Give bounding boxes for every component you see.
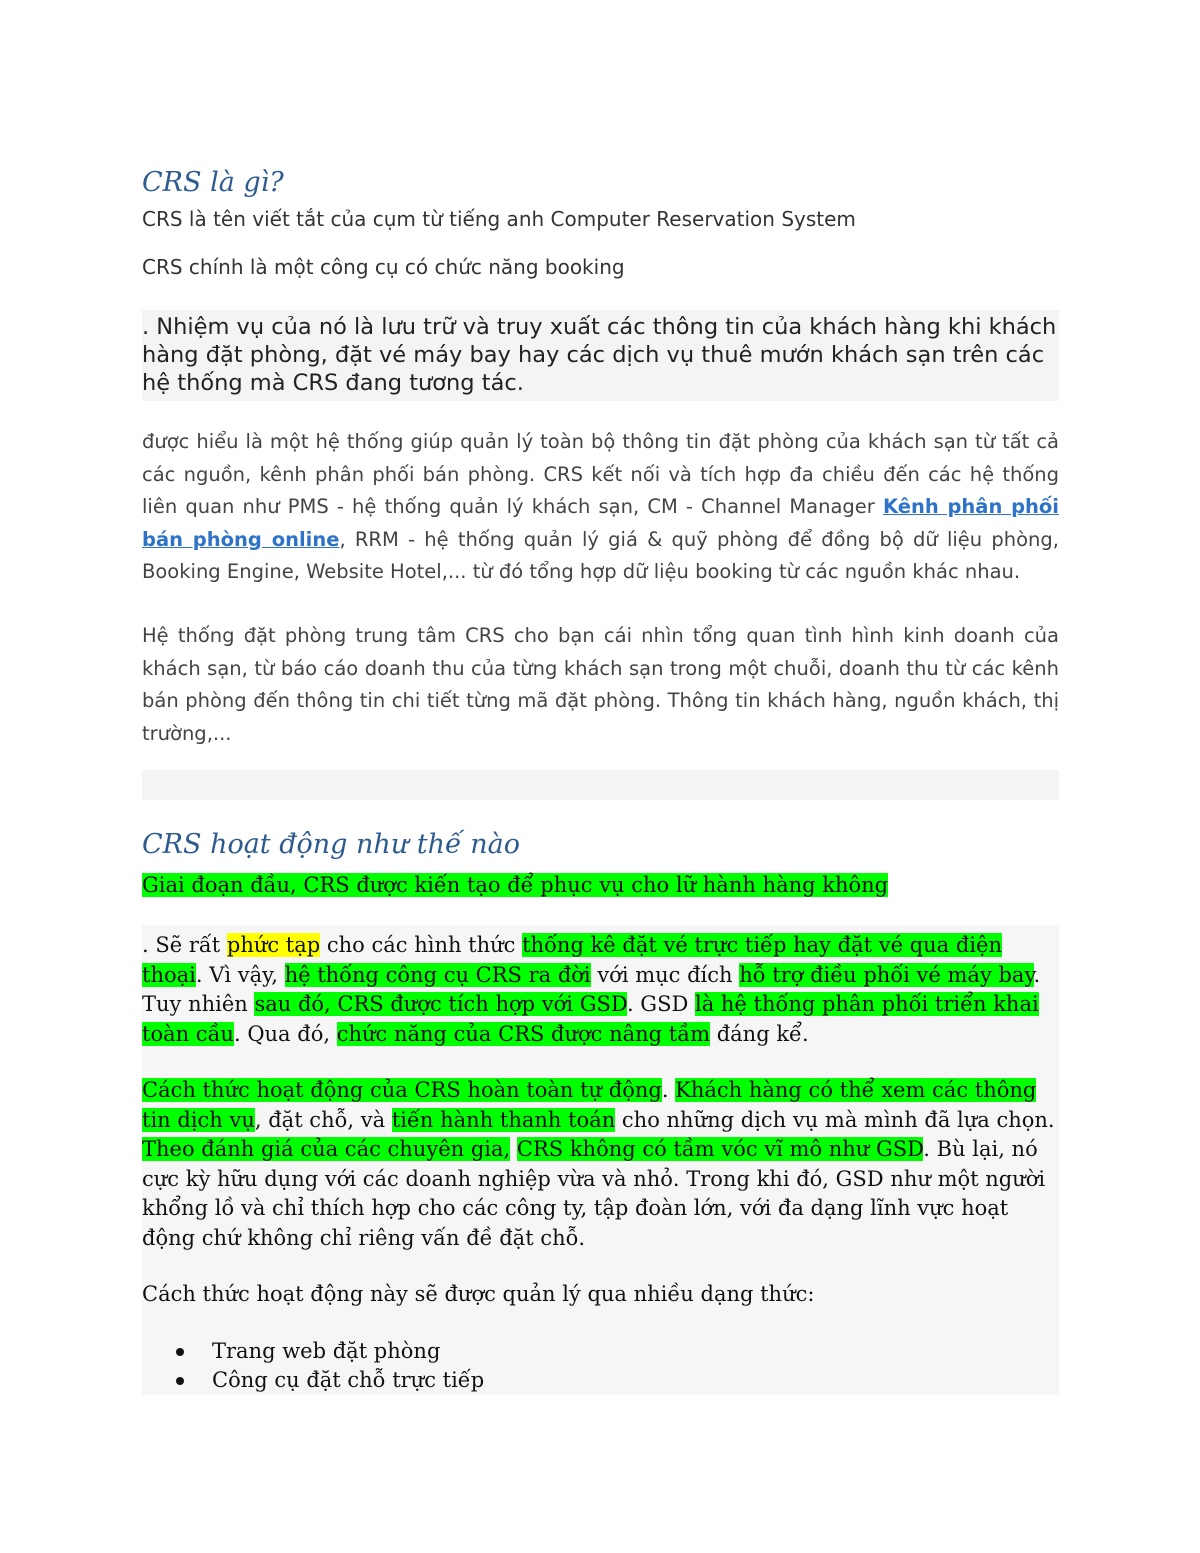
function-line: CRS chính là một công cụ có chức năng booking xyxy=(142,255,625,279)
definition-line: CRS là tên viết tắt của cụm từ tiếng anh Computer Reservation System xyxy=(142,207,856,231)
forms-list xyxy=(142,1337,1059,1395)
operation-paragraph: Cách thức hoạt động của CRS hoàn toàn tự động. Khách hàng có thể xem các thông tin dịch vụ, đặt chỗ, và tiến hành thanh toán cho những dịch vụ mà mình đã lựa chọn. Theo đánh giá của các chuyên gia, CRS không có tầm vóc vĩ mô như GSD. Bù lại, nó cực kỳ hữu dụng với các doanh nghiệp vừa và nhỏ. Trong khi đó, GSD như một người khổng lồ và chỉ thích hợp cho các công ty, tập đoàn lớn, với đa dạng lĩnh vực hoạt động chứ không chỉ riêng vấn đề đặt chỗ. xyxy=(142,1078,1055,1250)
crs-description-paragraph: được hiểu là một hệ thống giúp quản lý toàn bộ thông tin đặt phòng của khách sạn từ tất cả các nguồn, kênh phân phối bán phòng. CRS kết nối và tích hợp đa chiều đến các hệ thống liên quan như PMS - hệ thống quản lý khách sạn, CM - Channel Manager Kênh phân phối bán phòng online, RRM - hệ thống quản lý giá & quỹ phòng để đồng bộ dữ liệu phòng, Booking Engine, Website Hotel,... từ đó tổng hợp dữ liệu booking từ các nguồn khác nhau. xyxy=(142,430,1059,583)
heading-crs-hoat-dong: CRS hoạt động như thế nào xyxy=(142,829,520,860)
bullet-icon xyxy=(176,1348,184,1356)
crs-overview-paragraph: Hệ thống đặt phòng trung tâm CRS cho bạn cái nhìn tổng quan tình hình kinh doanh của khách sạn, từ báo cáo doanh thu của từng khách sạn trong một chuỗi, doanh thu từ các kênh bán phòng đến thông tin chi tiết từng mã đặt phòng. Thông tin khách hàng, nguồn khách, thị trường,... xyxy=(142,624,1059,745)
list-item: Công cụ đặt chỗ trực tiếp xyxy=(142,1366,1059,1395)
list-item: Trang web đặt phòng xyxy=(142,1337,1059,1366)
management-forms-line: Cách thức hoạt động này sẽ được quản lý qua nhiều dạng thức: xyxy=(142,1282,815,1306)
history-paragraph: . Sẽ rất phức tạp cho các hình thức thống kê đặt vé trực tiếp hay đặt vé qua điện thoại. Vì vậy, hệ thống công cụ CRS ra đời với mục đích hỗ trợ điều phối vé máy bay. Tuy nhiên sau đó, CRS được tích hợp với GSD. GSD là hệ thống phân phối triển khai toàn cầu. Qua đó, chức năng của CRS được nâng tầm đáng kể. xyxy=(142,933,1041,1046)
divider-block xyxy=(142,770,1059,800)
distribution-channel-link[interactable]: Kênh phân phối bán phòng online xyxy=(142,495,1059,551)
mission-paragraph: . Nhiệm vụ của nó là lưu trữ và truy xuất các thông tin của khách hàng khi khách hàng đặt phòng, đặt vé máy bay hay các dịch vụ thuê mướn khách sạn trên các hệ thống mà CRS đang tương tác. xyxy=(142,310,1059,401)
heading-crs-la-gi: CRS là gì? xyxy=(142,167,284,198)
bullet-icon xyxy=(176,1377,184,1385)
intro-highlight-line: Giai đoạn đầu, CRS được kiến tạo để phục vụ cho lữ hành hàng không xyxy=(142,873,889,897)
